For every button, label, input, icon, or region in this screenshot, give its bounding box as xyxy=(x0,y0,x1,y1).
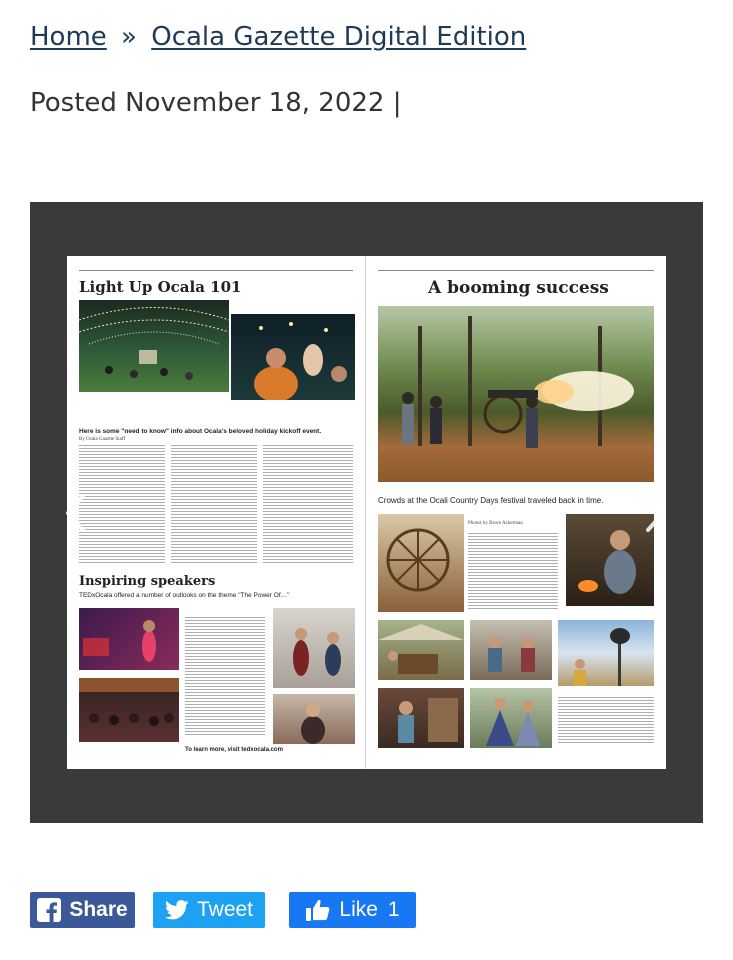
chevron-left-icon xyxy=(63,493,89,533)
photo-captions xyxy=(558,696,654,744)
headline-light-up-ocala: Light Up Ocala 101 xyxy=(79,278,242,296)
photo-tedx-speaker-3 xyxy=(273,694,355,744)
photo-period-dress xyxy=(470,688,552,748)
photo-blacksmith xyxy=(566,514,654,606)
thumbs-up-icon xyxy=(305,898,331,922)
article-column-2 xyxy=(171,444,257,564)
page-header-rule xyxy=(79,266,353,271)
photo-tedx-audience xyxy=(79,678,179,742)
subhead-need-to-know: Here is some "need to know" info about Ocala's beloved holiday kickoff event. xyxy=(79,428,322,435)
photo-crafts-tent xyxy=(378,620,464,680)
subhead-tedx: TEDxOcala offered a number of outlooks on the theme "The Power Of…" xyxy=(79,592,290,599)
posted-date: Posted November 18, 2022 | xyxy=(30,88,402,118)
previous-page-button[interactable] xyxy=(63,493,89,533)
breadcrumb xyxy=(30,22,526,52)
page-header-rule-right xyxy=(378,266,654,271)
left-page xyxy=(67,256,366,769)
tweet-label: Tweet xyxy=(196,898,254,921)
photo-tedx-speaker-2 xyxy=(273,608,355,688)
next-page-button[interactable] xyxy=(642,493,668,533)
photo-performer xyxy=(231,314,355,400)
photo-spinning-wheel xyxy=(378,514,464,612)
photo-kids-games xyxy=(470,620,552,680)
breadcrumb-current-link[interactable]: Ocala Gazette Digital Edition xyxy=(151,22,527,52)
article-column-tedx xyxy=(185,616,265,736)
newspaper-spread xyxy=(67,256,666,769)
article-column-1 xyxy=(79,444,165,564)
tedx-footer-link: To learn more, visit tedxocala.com xyxy=(185,747,283,753)
byline-staff: By Ocala Gazette Staff xyxy=(79,437,126,442)
tweet-button[interactable] xyxy=(153,892,265,928)
like-count: 1 xyxy=(387,898,400,921)
photo-tedx-speaker xyxy=(79,608,179,670)
photo-weaver xyxy=(378,688,464,748)
breadcrumb-separator: » xyxy=(121,22,137,52)
flipbook-viewer[interactable] xyxy=(30,202,703,823)
subhead-ocali-country-days: Crowds at the Ocali Country Days festival traveled back in time. xyxy=(378,496,604,505)
photo-sky-bell xyxy=(558,620,654,686)
breadcrumb-home-link[interactable]: Home xyxy=(30,22,107,52)
photo-festival-lights xyxy=(79,300,229,392)
share-label: Share xyxy=(69,898,128,921)
twitter-bird-icon xyxy=(165,900,189,920)
right-page xyxy=(366,256,666,769)
chevron-right-icon xyxy=(642,493,668,533)
facebook-like-button[interactable] xyxy=(289,892,416,928)
facebook-icon xyxy=(37,898,61,922)
article-column-3 xyxy=(263,444,353,564)
headline-booming-success: A booming success xyxy=(428,278,609,298)
photos-byline: Photos by Bruce Ackerman xyxy=(468,521,523,526)
article-column-country-days xyxy=(468,532,558,610)
photo-cannon-firing xyxy=(378,306,654,482)
facebook-share-button[interactable] xyxy=(30,892,135,928)
headline-inspiring-speakers: Inspiring speakers xyxy=(79,574,216,589)
like-label: Like xyxy=(339,898,378,921)
